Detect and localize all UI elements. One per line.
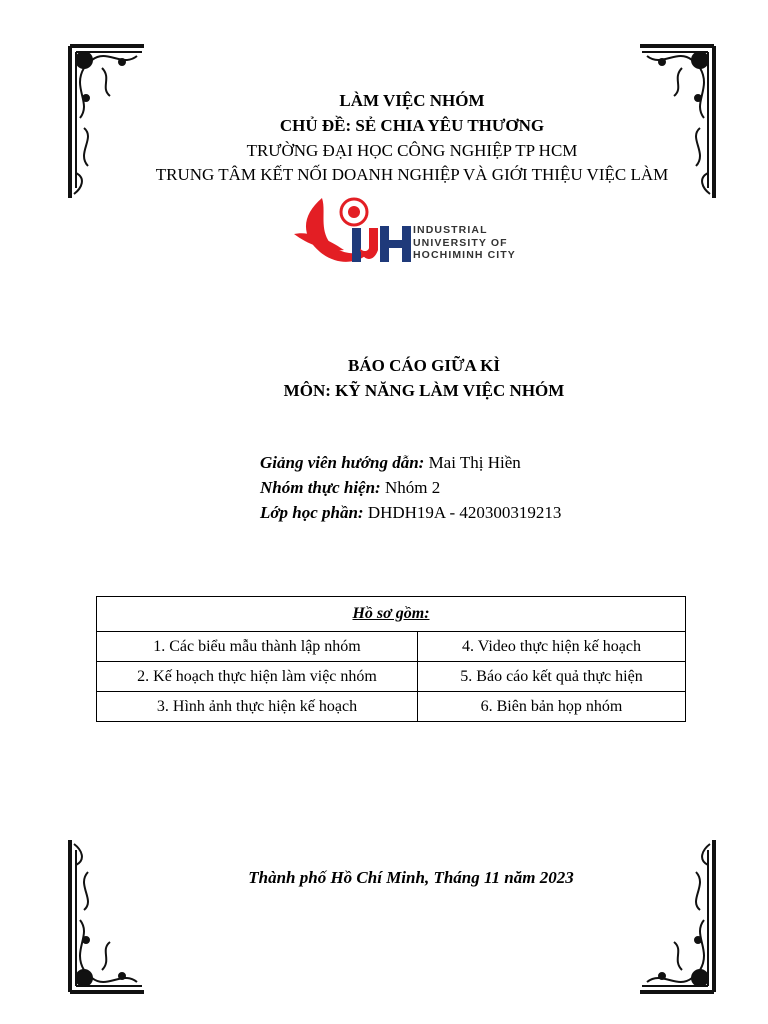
table-header-row [97, 597, 686, 632]
header-topic: CHỦ ĐỀ: SẺ CHIA YÊU THƯƠNG [279, 116, 545, 135]
class-label: Lớp học phần: [260, 503, 364, 522]
lecturer-line [260, 452, 521, 474]
header-center: TRUNG TÂM KẾT NỐI DOANH NGHIỆP VÀ GIỚI THIỆU VIỆC LÀM [155, 165, 669, 184]
corner-ornament-bottom-right [632, 830, 722, 1000]
group-value: Nhóm 2 [380, 478, 441, 497]
group-label: Nhóm thực hiện: [260, 478, 381, 497]
header-title: LÀM VIỆC NHÓM [339, 91, 485, 110]
logo-text-line-1: INDUSTRIAL [413, 224, 488, 236]
logo-text-line-3: HOCHIMINH CITY [413, 249, 516, 261]
table-cell: 3. Hình ảnh thực hiện kế hoạch [97, 692, 418, 722]
lecturer-label: Giảng viên hướng dẫn: [260, 453, 425, 472]
table-header: Hồ sơ gồm: [97, 597, 686, 632]
table-row [97, 632, 686, 662]
table-cell: 1. Các biểu mẫu thành lập nhóm [97, 632, 418, 662]
lecturer-value: Mai Thị Hiền [424, 453, 521, 472]
header-university: TRƯỜNG ĐẠI HỌC CÔNG NGHIỆP TP HCM [246, 141, 578, 160]
table-cell: 5. Báo cáo kết quả thực hiện [418, 662, 686, 692]
report-title: BÁO CÁO GIỮA KÌ [348, 356, 500, 375]
logo-wordmark [413, 224, 516, 262]
logo-text-line-2: UNIVERSITY OF [413, 236, 508, 249]
table-row [97, 662, 686, 692]
table-row [97, 692, 686, 722]
table-cell: 2. Kế hoạch thực hiện làm việc nhóm [97, 662, 418, 692]
corner-ornament-bottom-left [62, 830, 152, 1000]
class-value: DHDH19A - 420300319213 [363, 503, 562, 522]
table-cell: 4. Video thực hiện kế hoạch [418, 632, 686, 662]
table-cell: 6. Biên bản họp nhóm [418, 692, 686, 722]
class-line [260, 502, 561, 524]
documents-table [96, 596, 686, 722]
place-date: Thành phố Hồ Chí Minh, Tháng 11 năm 2023 [248, 868, 574, 887]
group-line [260, 477, 440, 499]
report-subject: MÔN: KỸ NĂNG LÀM VIỆC NHÓM [283, 381, 565, 400]
